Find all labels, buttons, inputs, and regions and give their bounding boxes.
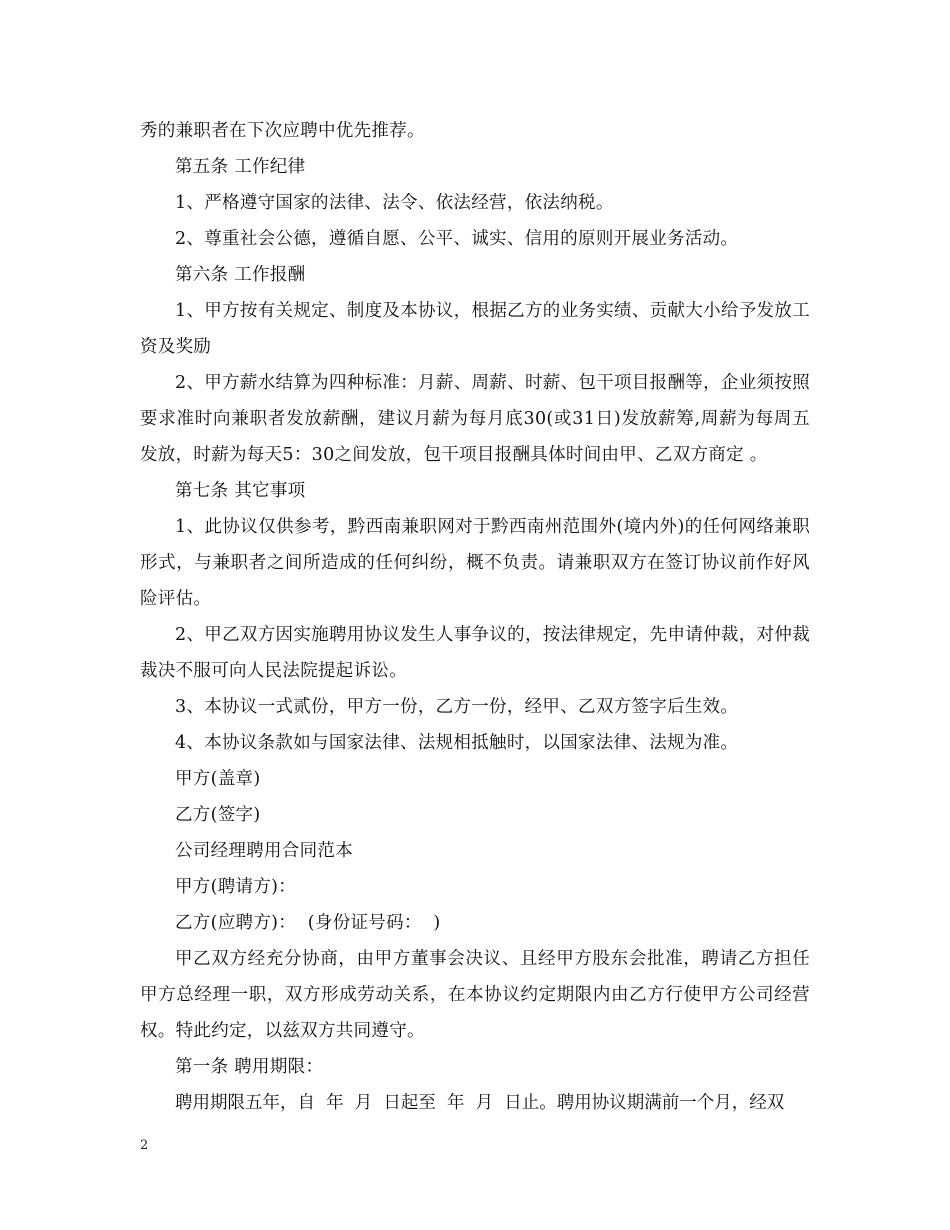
section-heading: 第一条 聘用期限： xyxy=(175,1057,324,1077)
paragraph: 1、严格遵守国家的法律、法令、依法经营，依法纳税。 xyxy=(175,193,614,213)
paragraph: 2、尊重社会公德，遵循自愿、公平、诚实、信用的原则开展业务活动。 xyxy=(175,229,739,249)
signature-line-party-b: 乙方(签字) xyxy=(175,805,261,825)
page-number: 2 xyxy=(140,1138,149,1153)
paragraph: 2、甲乙双方因实施聘用协议发生人事争议的，按法律规定，先申请仲裁，对仲裁裁决不服可向人民法院提起诉讼。 xyxy=(140,625,810,681)
paragraph: 1、甲方按有关规定、制度及本协议，根据乙方的业务实绩、贡献大小给予发放工资及奖励 xyxy=(140,301,810,357)
paragraph: 甲乙双方经充分协商，由甲方董事会决议、且经甲方股东会批准，聘请乙方担任甲方总经理一职，双方形成劳动关系，在本协议约定期限内由乙方行使甲方公司经营权。特此约定，以兹双方共同遵守。 xyxy=(140,949,810,1041)
contract-title: 公司经理聘用合同范本 xyxy=(175,841,353,861)
paragraph: 3、本协议一式贰份，甲方一份，乙方一份，经甲、乙双方签字后生效。 xyxy=(175,697,739,717)
section-heading: 第七条 其它事项 xyxy=(175,481,306,501)
paragraph: 2、甲方薪水结算为四种标准：月薪、周薪、时薪、包干项目报酬等，企业须按照要求准时向兼职者发放薪酬，建议月薪为每月底30(或31日)发放薪筹,周薪为每周五发放，时薪为每天5：30之间发放，包干项目报酬具体时间由甲、乙双方商定 。 xyxy=(140,373,810,465)
paragraph: 聘用期限五年，自 年 月 日起至 年 月 日止。聘用协议期满前一个月，经双 xyxy=(175,1093,785,1113)
paragraph: 秀的兼职者在下次应聘中优先推荐。 xyxy=(140,121,425,141)
section-heading: 第六条 工作报酬 xyxy=(175,265,306,285)
paragraph: 1、此协议仅供参考，黔西南兼职网对于黔西南州范围外(境内外)的任何网络兼职形式，与兼职者之间所造成的任何纠纷，概不负责。请兼职双方在签订协议前作好风险评估。 xyxy=(140,517,810,609)
party-a-line: 甲方(聘请方)： xyxy=(175,877,297,897)
signature-line-party-a: 甲方(盖章) xyxy=(175,769,261,789)
party-b-line: 乙方(应聘方)： (身份证号码： ) xyxy=(175,913,441,933)
section-heading: 第五条 工作纪律 xyxy=(175,157,306,177)
paragraph: 4、本协议条款如与国家法律、法规相抵触时，以国家法律、法规为准。 xyxy=(175,733,739,753)
document-body xyxy=(140,113,810,1121)
